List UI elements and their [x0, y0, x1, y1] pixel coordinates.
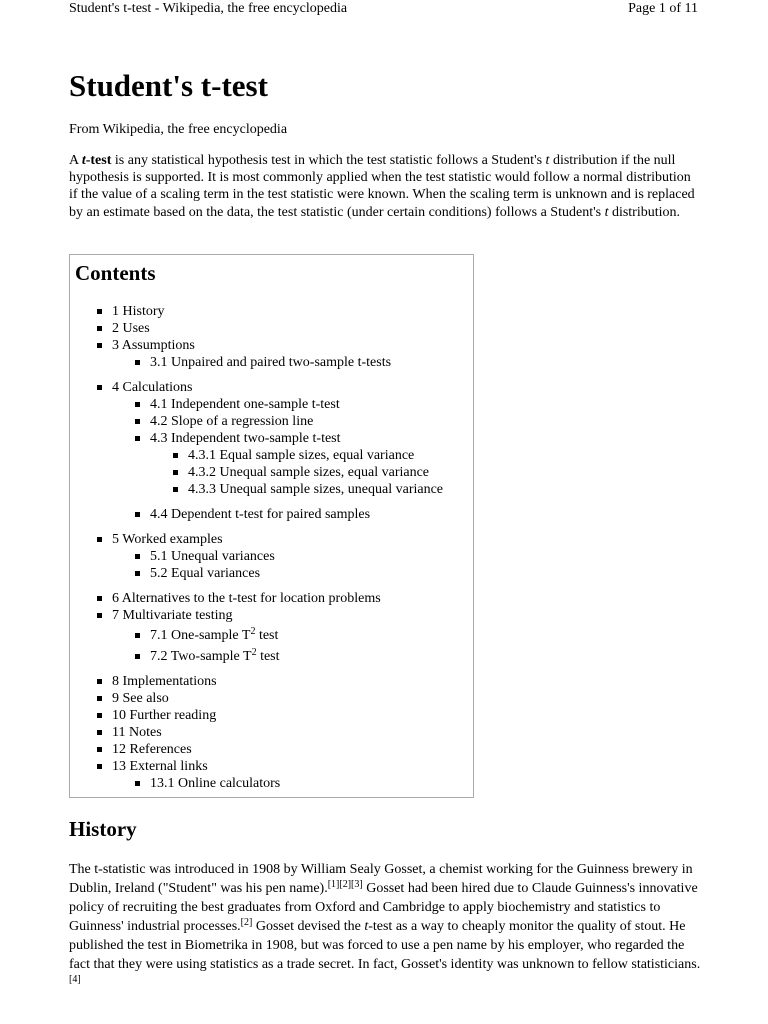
toc-link[interactable]: 3 Assumptions [112, 338, 195, 353]
history-text: Gosset devised the [252, 918, 365, 934]
toc-link[interactable]: 1 History [112, 304, 165, 319]
toc-item [112, 590, 381, 607]
toc-link-suffix[interactable]: test [256, 649, 280, 664]
bullet-icon [135, 781, 140, 786]
citation-link[interactable]: [4] [69, 973, 81, 985]
bullet-icon [97, 613, 102, 618]
page-indicator: Page 1 of 11 [628, 1, 698, 16]
citation-link[interactable]: [2] [240, 916, 253, 928]
bullet-icon [173, 487, 178, 492]
toc-link[interactable]: 4.4 Dependent t-test for paired samples [150, 507, 371, 522]
bullet-icon [97, 343, 102, 348]
bullet-icon [135, 436, 140, 441]
toc-link[interactable]: 4.3 Independent two-sample t-test [150, 431, 341, 446]
toc-link[interactable]: 11 Notes [112, 725, 162, 740]
bullet-icon [97, 385, 102, 390]
toc-item [150, 548, 275, 565]
toc-link[interactable]: 13 External links [112, 759, 208, 774]
bullet-icon [97, 747, 102, 752]
bullet-icon [97, 713, 102, 718]
lead-italic-t: t [604, 204, 609, 220]
toc-item [112, 337, 195, 354]
toc-link[interactable]: 6 Alternatives to the t-test for location problems [112, 591, 381, 606]
bullet-icon [97, 696, 102, 701]
history-text: The t-statistic was introduced in 1908 by William Sealy Gosset, a chemist working for the Guinness brewery in Dublin, Ireland ("Student" was his pen name). [69, 862, 693, 896]
section-heading-history: History [69, 817, 137, 841]
toc-link[interactable]: 13.1 Online calculators [150, 776, 281, 791]
toc-link[interactable]: 12 References [112, 742, 192, 757]
history-paragraph [69, 861, 701, 994]
toc-link[interactable]: 5 Worked examples [112, 532, 223, 547]
toc-item [150, 565, 260, 582]
toc-link[interactable]: 10 Further reading [112, 708, 217, 723]
lead-term-rest: -test [85, 153, 112, 168]
lead-text: is any statistical hypothesis test in which the test statistic follows a Student's [111, 153, 546, 168]
article-title: Student's t-test [69, 68, 268, 103]
toc-link[interactable]: 7.2 Two-sample T [150, 649, 252, 664]
lead-text: distribution. [608, 204, 681, 220]
toc-link[interactable]: 2 Uses [112, 321, 150, 336]
toc-item [188, 464, 429, 481]
toc-item [150, 430, 341, 447]
toc-link[interactable]: 9 See also [112, 691, 169, 706]
toc-link[interactable]: 4.3.2 Unequal sample sizes, equal variance [188, 465, 430, 480]
print-header [69, 0, 698, 20]
bullet-icon [135, 402, 140, 407]
history-text: -test as a way to cheaply monitor the quality of stout. He published the test in Biometrika in 1908, but was forced to use a pen name by his employer, who regarded the fact that they were using statistics as a trade secret. In fact, Gosset's identity was unknown to fellow statisticians. [69, 918, 701, 972]
toc-item [150, 413, 313, 430]
toc-item [150, 627, 278, 645]
bullet-icon [135, 654, 140, 659]
toc-item [112, 320, 150, 337]
toc-link[interactable]: 7 Multivariate testing [112, 608, 233, 623]
toc-item [112, 724, 162, 741]
bullet-icon [97, 730, 102, 735]
bullet-icon [135, 633, 140, 638]
bullet-icon [97, 326, 102, 331]
toc-item [112, 607, 233, 624]
lead-italic-t: t [545, 153, 550, 168]
bullet-icon [173, 453, 178, 458]
lead-term-t: t [81, 153, 86, 168]
bullet-icon [135, 554, 140, 559]
bullet-icon [135, 419, 140, 424]
lead-paragraph [69, 152, 701, 221]
toc-link[interactable]: 4.1 Independent one-sample t-test [150, 397, 340, 412]
toc-item [188, 481, 443, 498]
bullet-icon [173, 470, 178, 475]
lead-text: A [69, 153, 82, 168]
toc-item [150, 354, 391, 371]
toc-item [112, 690, 169, 707]
toc-link[interactable]: 8 Implementations [112, 674, 217, 689]
toc-heading: Contents [75, 261, 156, 285]
citation-link[interactable]: [1][2][3] [327, 878, 363, 890]
history-text: Gosset had been hired due to Claude Guinness's innovative policy of recruiting the best graduates from Oxford and Cambridge to apply biochemistry and statistics to Guinness' industrial processes. [69, 880, 698, 934]
toc-item [112, 531, 223, 548]
toc-superscript: 2 [251, 647, 257, 658]
bullet-icon [97, 309, 102, 314]
toc-link[interactable]: 4.3.3 Unequal sample sizes, unequal variance [188, 482, 444, 497]
toc-link[interactable]: 5.2 Equal variances [150, 566, 261, 581]
toc-link[interactable]: 3.1 Unpaired and paired two-sample t-tests [150, 355, 392, 370]
toc-item [150, 648, 280, 666]
lead-text: distribution if the null hypothesis is supported. It is most commonly applied when the test statistic would follow a normal distribution if the value of a scaling term in the test statistic were known. When the scaling term is unknown and is replaced by an estimate based on the data, the test statistic (under certain conditions) follows a Student's [69, 153, 695, 220]
bullet-icon [97, 679, 102, 684]
toc-item [150, 396, 340, 413]
toc-item [112, 758, 208, 775]
toc-item [188, 447, 414, 464]
toc-superscript: 2 [250, 626, 256, 637]
toc-item [150, 506, 370, 523]
toc-item [112, 303, 165, 320]
toc-link[interactable]: 7.1 One-sample T [150, 628, 251, 643]
table-of-contents [69, 254, 474, 798]
bullet-icon [135, 571, 140, 576]
toc-link-suffix[interactable]: test [255, 628, 279, 643]
bullet-icon [135, 360, 140, 365]
toc-item [112, 673, 217, 690]
bullet-icon [97, 537, 102, 542]
site-subtitle: From Wikipedia, the free encyclopedia [69, 122, 288, 137]
toc-link[interactable]: 4 Calculations [112, 380, 193, 395]
toc-item [112, 707, 216, 724]
toc-item [150, 775, 280, 792]
print-header-title: Student's t-test - Wikipedia, the free encyclopedia [69, 1, 348, 16]
bullet-icon [97, 764, 102, 769]
history-italic-t: t [364, 918, 369, 934]
toc-item [112, 741, 192, 758]
toc-link[interactable]: 4.3.1 Equal sample sizes, equal variance [188, 448, 415, 463]
bullet-icon [97, 596, 102, 601]
toc-item [112, 379, 193, 396]
toc-link[interactable]: 5.1 Unequal variances [150, 549, 275, 564]
bullet-icon [135, 512, 140, 517]
toc-link[interactable]: 4.2 Slope of a regression line [150, 414, 314, 429]
